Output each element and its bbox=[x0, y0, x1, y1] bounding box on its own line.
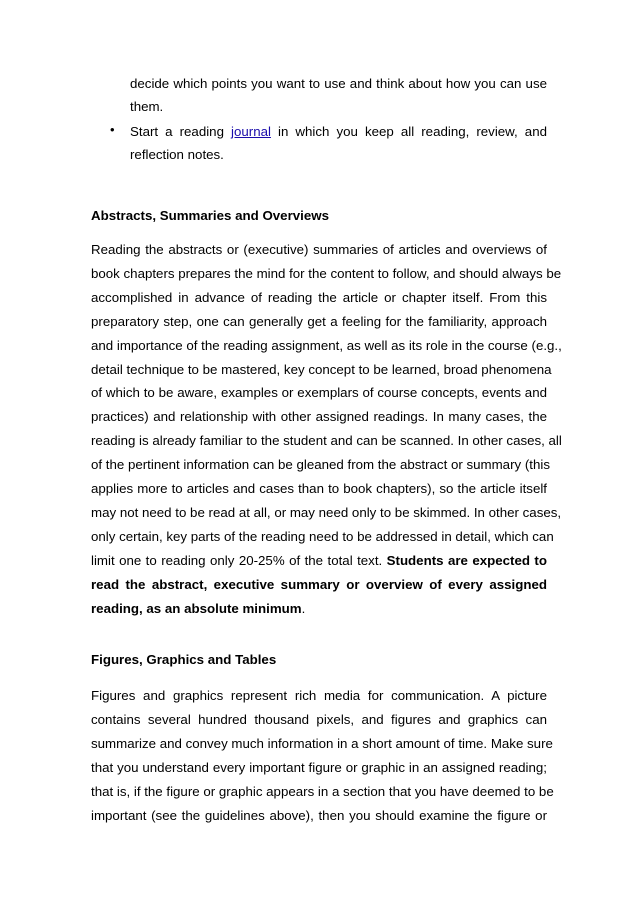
paragraph-line: practices) and relationship with other assigned readings. In many cases, the bbox=[91, 409, 547, 425]
paragraph-line: and importance of the reading assignment, as well as its role in the course (e.g., bbox=[91, 337, 562, 353]
paragraph-line: accomplished in advance of reading the article or chapter itself. From this bbox=[91, 289, 547, 305]
emphasis-text: Students are expected to bbox=[386, 552, 547, 568]
bullet-item-journal bbox=[130, 120, 547, 166]
paragraph-abstracts bbox=[91, 238, 562, 621]
section-heading-abstracts: Abstracts, Summaries and Overviews bbox=[91, 208, 329, 223]
bullet-text: Start a reading bbox=[130, 124, 232, 139]
paragraph-line: that is, if the figure or graphic appears in a section that you have deemed to be bbox=[91, 783, 554, 799]
paragraph-text: . bbox=[301, 600, 306, 616]
paragraph-text: limit one to reading only 20-25% of the total text. bbox=[91, 552, 387, 568]
paragraph-line: of the pertinent information can be gleaned from the abstract or summary (this bbox=[91, 457, 550, 473]
paragraph-line bbox=[91, 597, 547, 621]
bullet-item-continuation bbox=[130, 72, 547, 118]
journal-link[interactable]: journal bbox=[231, 124, 271, 139]
paragraph-line bbox=[91, 573, 547, 597]
section-heading-figures: Figures, Graphics and Tables bbox=[91, 652, 277, 667]
paragraph-line: that you understand every important figure or graphic in an assigned reading; bbox=[91, 759, 547, 775]
paragraph-line: important (see the guidelines above), then you should examine the figure or bbox=[91, 807, 547, 823]
paragraph-line: applies more to articles and cases than to book chapters), so the article itself bbox=[91, 481, 547, 497]
bullet-line: decide which points you want to use and think about how you can use bbox=[130, 76, 547, 91]
bullet-line bbox=[130, 120, 547, 143]
paragraph-line: only certain, key parts of the reading need to be addressed in detail, which can bbox=[91, 528, 554, 544]
bullet-dot-icon: • bbox=[110, 122, 115, 137]
paragraph-line: may not need to be read at all, or may need only to be skimmed. In other cases, bbox=[91, 504, 562, 520]
paragraph-line: Reading the abstracts or (executive) summaries of articles and overviews of bbox=[91, 242, 547, 257]
paragraph-line: Figures and graphics represent rich media for communication. A picture bbox=[91, 688, 547, 703]
paragraph-line: book chapters prepares the mind for the content to follow, and should always be bbox=[91, 265, 562, 281]
paragraph-line: contains several hundred thousand pixels, and figures and graphics can bbox=[91, 711, 547, 727]
paragraph-line: summarize and convey much information in a short amount of time. Make sure bbox=[91, 735, 553, 751]
paragraph-line: reading is already familiar to the student and can be scanned. In other cases, all bbox=[91, 433, 562, 449]
bullet-line: them. bbox=[130, 99, 164, 114]
paragraph-line bbox=[91, 549, 547, 573]
paragraph-line: detail technique to be mastered, key concept to be learned, broad phenomena bbox=[91, 361, 552, 377]
emphasis-text: reading, as an absolute minimum bbox=[91, 600, 302, 616]
paragraph-line: of which to be aware, examples or exemplars of course concepts, events and bbox=[91, 385, 547, 401]
paragraph-figures bbox=[91, 684, 554, 827]
paragraph-line: preparatory step, one can generally get a feeling for the familiarity, approach bbox=[91, 313, 547, 329]
bullet-text: in which you keep all reading, review, and bbox=[270, 124, 547, 139]
emphasis-text: read the abstract, executive summary or overview of every assigned bbox=[91, 576, 547, 592]
bullet-line: reflection notes. bbox=[130, 147, 224, 162]
